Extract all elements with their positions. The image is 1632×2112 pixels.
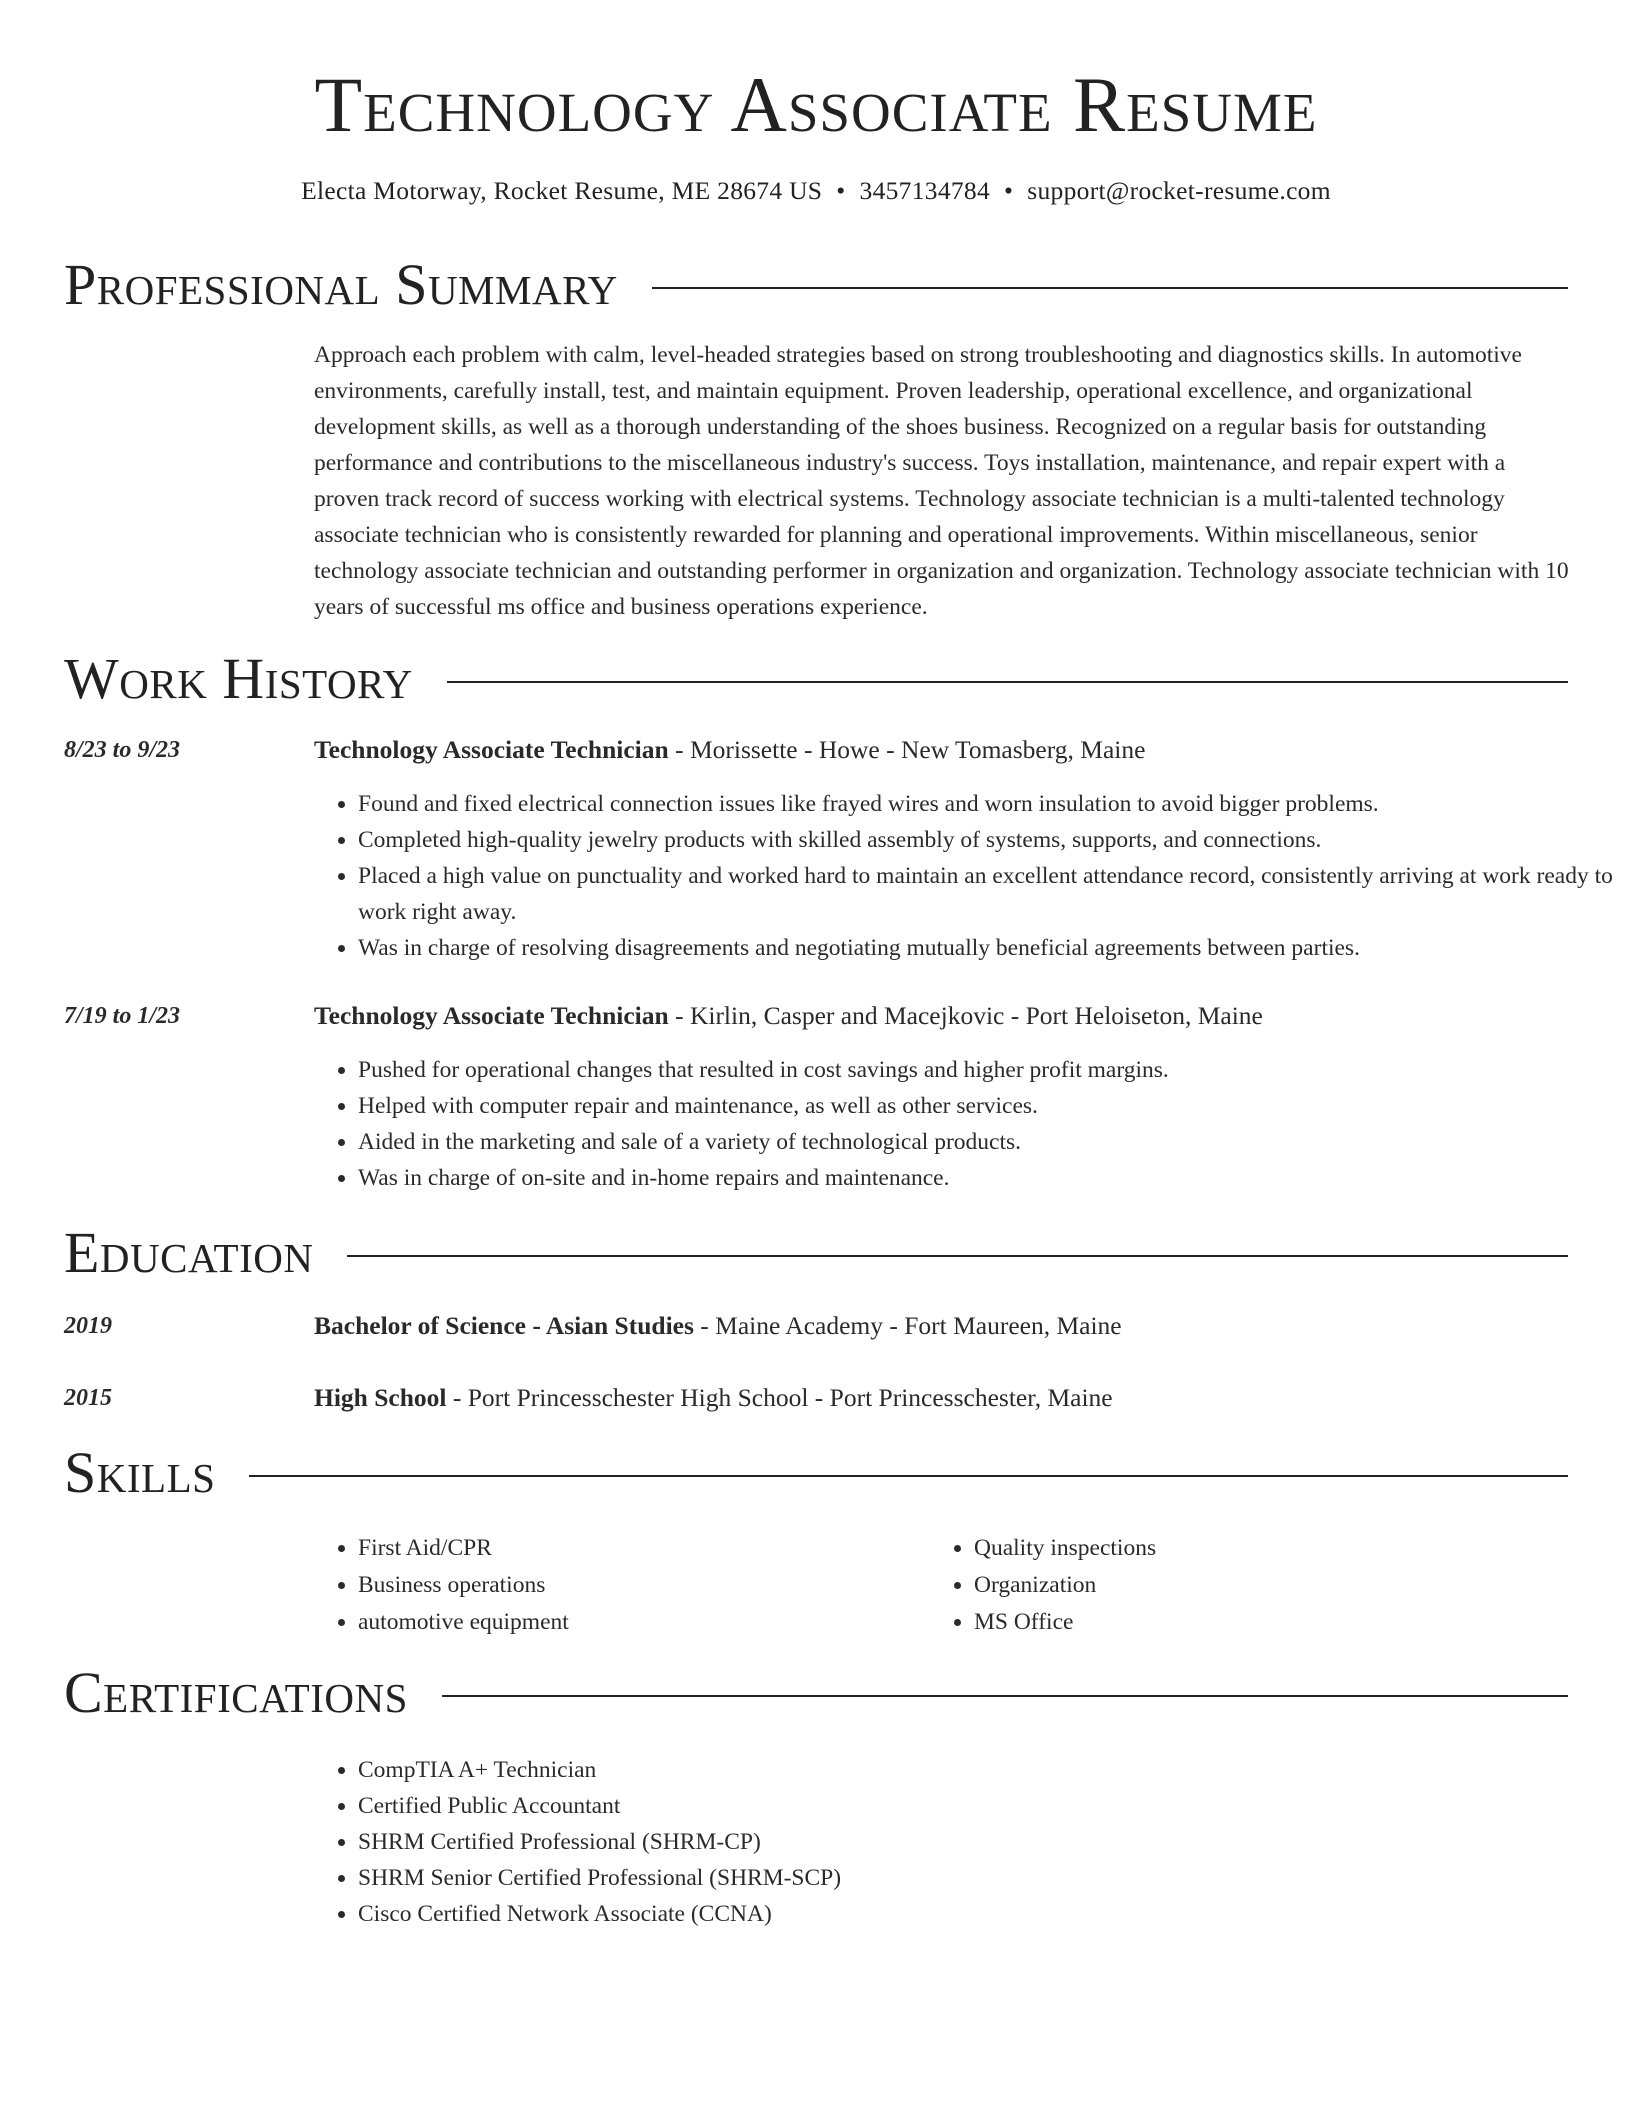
skill-item: • automotive equipment: [358, 1604, 569, 1641]
job-bullet: • Helped with computer repair and maintenance, as well as other services.: [358, 1088, 1614, 1124]
job-employer: - Morissette - Howe - New Tomasberg, Maine: [668, 735, 1146, 764]
job-dates: 8/23 to 9/23: [64, 737, 181, 763]
section-title-work-history: Work History: [64, 646, 413, 711]
job-dates: 7/19 to 1/23: [64, 1003, 181, 1029]
section-divider: [652, 287, 1568, 289]
education-year: 2015: [64, 1385, 112, 1411]
job-title: Technology Associate Technician: [314, 735, 669, 764]
section-divider: [347, 1255, 1568, 1257]
certification-item: • Certified Public Accountant: [358, 1788, 1614, 1824]
section-title-certifications: Certifications: [64, 1660, 408, 1725]
section-header-education: [64, 1218, 1568, 1288]
job-headline: [314, 998, 1263, 1034]
skill-item: • Organization: [974, 1567, 1156, 1604]
job-bullets: [314, 786, 1614, 966]
education-degree: Bachelor of Science - Asian Studies: [314, 1311, 694, 1340]
education-degree: High School: [314, 1383, 447, 1412]
section-title-summary: Professional Summary: [64, 252, 618, 317]
section-divider: [442, 1695, 1568, 1697]
job-bullet: • Completed high-quality jewelry products with skilled assembly of systems, supports, and connections.: [358, 822, 1614, 858]
certifications-list: [314, 1752, 1614, 1932]
section-title-skills: Skills: [64, 1440, 216, 1505]
section-header-skills: [64, 1438, 1568, 1508]
job-bullet: • Pushed for operational changes that resulted in cost savings and higher profit margins.: [358, 1052, 1614, 1088]
job-headline: [314, 732, 1145, 768]
job-bullet: • Found and fixed electrical connection issues like frayed wires and worn insulation to avoid bigger problems.: [358, 786, 1614, 822]
education-headline: [314, 1380, 1113, 1416]
contact-line: [0, 174, 1632, 208]
job-bullet: • Was in charge of on-site and in-home repairs and maintenance.: [358, 1160, 1614, 1196]
job-bullets: [314, 1052, 1614, 1196]
certification-item: • Cisco Certified Network Associate (CCNA): [358, 1896, 1614, 1932]
education-school: - Port Princesschester High School - Port Princesschester, Maine: [446, 1383, 1113, 1412]
summary-text: Approach each problem with calm, level-headed strategies based on strong troubleshooting and diagnostics skills. In automotive environments, carefully install, test, and maintain equipment. Proven leadership, operational excellence, and organizational development skills, as well as a thorough understanding of the shoes business. Recognized on a regular basis for outstanding performance and contributions to the miscellaneous industry's success. Toys installation, maintenance, and repair expert with a proven track record of success working with electrical systems. Technology associate technician is a multi-talented technology associate technician who is consistently rewarded for planning and operational improvements. Within miscellaneous, senior technology associate technician and outstanding performer in organization and organization. Technology associate technician with 10 years of successful ms office and business operations experience.: [314, 342, 1569, 620]
section-title-education: Education: [64, 1220, 314, 1285]
section-header-certifications: [64, 1658, 1568, 1728]
skills-column-left: [314, 1530, 569, 1641]
job-bullet: • Placed a high value on punctuality and worked hard to maintain an excellent attendance record, consistently arriving at work ready to work right away.: [358, 858, 1614, 930]
section-header-work-history: [64, 644, 1568, 714]
certification-item: • SHRM Senior Certified Professional (SHRM-SCP): [358, 1860, 1614, 1896]
job-employer: - Kirlin, Casper and Macejkovic - Port Heloiseton, Maine: [668, 1001, 1263, 1030]
contact-email: support@rocket-resume.com: [1027, 176, 1331, 205]
job-bullet: • Aided in the marketing and sale of a variety of technological products.: [358, 1124, 1614, 1160]
skill-item: • MS Office: [974, 1604, 1156, 1641]
job-title: Technology Associate Technician: [314, 1001, 669, 1030]
skills-column-right: [930, 1530, 1156, 1641]
contact-separator: •: [836, 176, 846, 205]
section-divider: [249, 1475, 1568, 1477]
job-bullet: • Was in charge of resolving disagreements and negotiating mutually beneficial agreements between parties.: [358, 930, 1614, 966]
contact-phone: 3457134784: [859, 176, 991, 205]
education-school: - Maine Academy - Fort Maureen, Maine: [693, 1311, 1122, 1340]
certification-item: • CompTIA A+ Technician: [358, 1752, 1614, 1788]
skill-item: • First Aid/CPR: [358, 1530, 569, 1567]
contact-separator: •: [1004, 176, 1014, 205]
certification-item: • SHRM Certified Professional (SHRM-CP): [358, 1824, 1614, 1860]
skill-item: • Business operations: [358, 1567, 569, 1604]
skill-item: • Quality inspections: [974, 1530, 1156, 1567]
contact-address: Electa Motorway, Rocket Resume, ME 28674 US: [301, 176, 823, 205]
section-header-summary: [64, 250, 1568, 320]
education-year: 2019: [64, 1313, 112, 1339]
education-headline: [314, 1308, 1122, 1344]
section-divider: [447, 681, 1568, 683]
resume-title: Technology Associate Resume: [314, 61, 1318, 148]
